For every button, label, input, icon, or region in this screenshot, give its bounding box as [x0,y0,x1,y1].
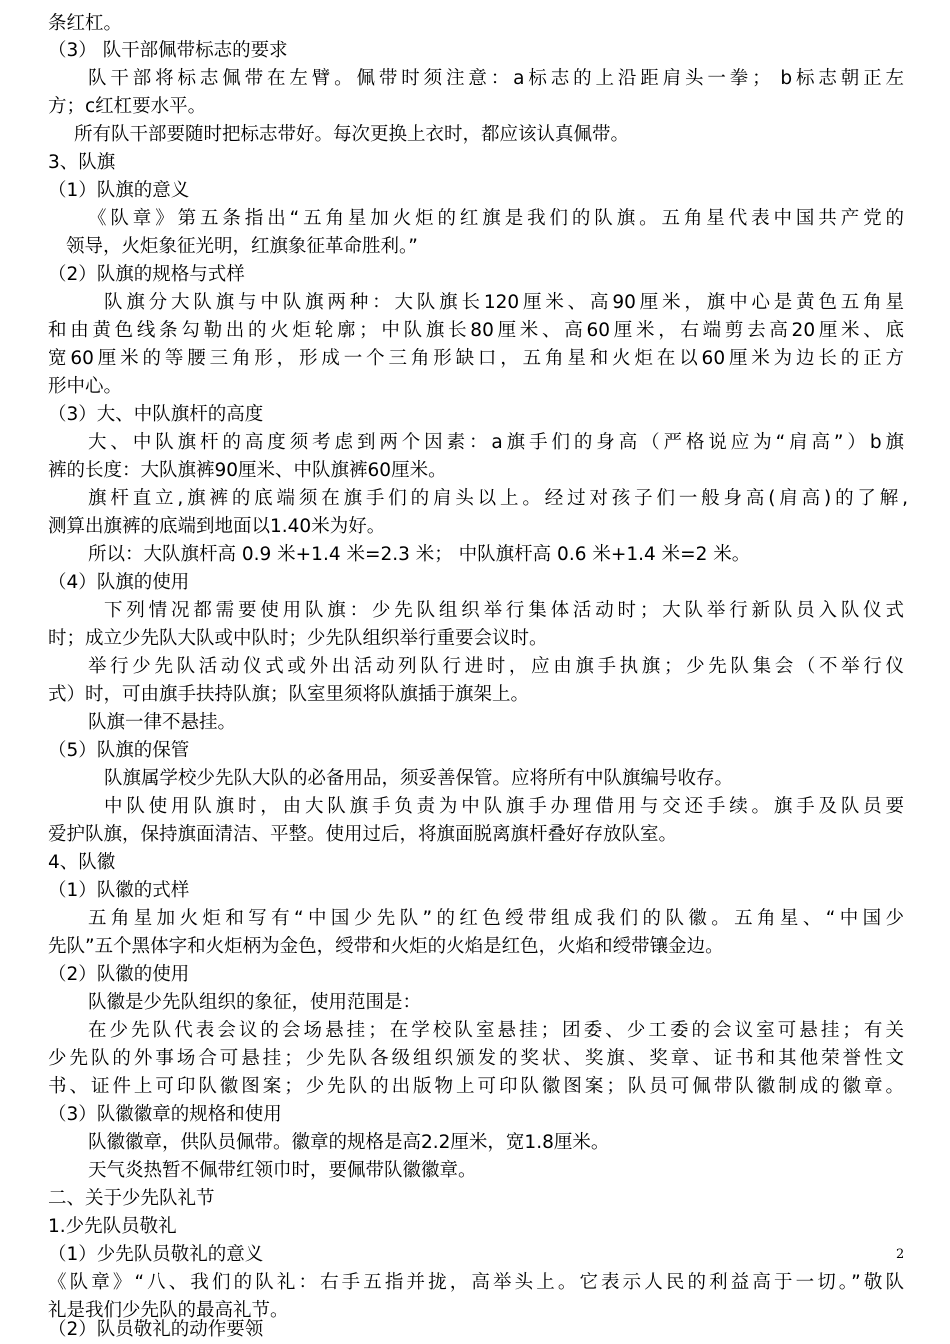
paragraph-line: 所有队干部要随时把标志带好。每次更换上衣时，都应该认真佩带。 [74,124,630,145]
paragraph-line: 队徽徽章，供队员佩带。徽章的规格是高2.2厘米，宽1.8厘米。 [88,1132,610,1153]
section-heading: （5）队旗的保管 [48,740,190,761]
paragraph-line: 中队使用队旗时，由大队旗手负责为中队旗手办理借用与交还手续。旗手及队员要 [104,796,904,817]
paragraph-line: 测算出旗裤的底端到地面以1.40米为好。 [48,516,386,537]
paragraph-line: 举行少先队活动仪式或外出活动列队行进时，应由旗手执旗；少先队集会（不举行仪 [88,656,904,677]
section-heading: （1）少先队员敬礼的意义 [48,1244,264,1265]
paragraph-line: 所以：大队旗杆高 0.9 米+1.4 米=2.3 米； 中队旗杆高 0.6 米+1.4 米=2 米。 [88,544,751,565]
paragraph-line: 宽60厘米的等腰三角形，形成一个三角形缺口，五角星和火炬在以60厘米为边长的正方 [48,348,904,369]
section-heading: 1.少先队员敬礼 [48,1216,177,1237]
section-heading: 二、关于少先队礼节 [48,1188,215,1209]
paragraph-line: 式）时，可由旗手扶持队旗；队室里须将队旗插于旗架上。 [48,684,530,705]
section-heading: （2）队徽的使用 [48,964,190,985]
paragraph-line: 旗杆直立,旗裤的底端须在旗手们的肩头以上。经过对孩子们一般身高(肩高)的了解, [88,488,908,509]
paragraph-line: 队旗一律不悬挂。 [88,712,237,733]
paragraph-line: 领导，火炬象征光明，红旗象征革命胜利。” [66,236,418,257]
paragraph-line: 时；成立少先队大队或中队时；少先队组织举行重要会议时。 [48,628,548,649]
paragraph-line: 在少先队代表会议的会场悬挂；在学校队室悬挂；团委、少工委的会议室可悬挂；有关 [88,1020,904,1041]
section-heading: （3）大、中队旗杆的高度 [48,404,264,425]
page-number: 2 [896,1247,905,1262]
paragraph-line: 《队章》第五条指出“五角星加火炬的红旗是我们的队旗。五角星代表中国共产党的 [88,208,904,229]
section-heading: （3）队徽徽章的规格和使用 [48,1104,282,1125]
paragraph-line: 形中心。 [48,376,123,397]
text-line: 条红杠。 [48,13,123,34]
paragraph-line: 天气炎热暂不佩带红领巾时，要佩带队徽徽章。 [88,1160,477,1181]
section-heading: （2）队旗的规格与式样 [48,264,245,285]
paragraph-line: 先队”五个黑体字和火炬柄为金色，绶带和火炬的火焰是红色，火焰和绶带镶金边。 [48,936,724,957]
paragraph-line: 爱护队旗，保持旗面清洁、平整。使用过后，将旗面脱离旗杆叠好存放队室。 [48,824,678,845]
paragraph-line: 下列情况都需要使用队旗：少先队组织举行集体活动时；大队举行新队员入队仪式 [104,600,904,621]
paragraph-line: 队干部将标志佩带在左臂。佩带时须注意：a标志的上沿距肩头一拳； b标志朝正左 [88,68,904,89]
paragraph-line: 裤的长度：大队旗裤90厘米、中队旗裤60厘米。 [48,460,447,481]
paragraph-line: 礼是我们少先队的最高礼节。 [48,1300,289,1321]
paragraph-line: 队旗属学校少先队大队的必备用品，须妥善保管。应将所有中队旗编号收存。 [104,768,734,789]
paragraph-line: 五角星加火炬和写有“中国少先队”的红色绶带组成我们的队徽。五角星、“中国少 [88,908,904,929]
paragraph-line: 队旗分大队旗与中队旗两种：大队旗长120厘米、高90厘米，旗中心是黄色五角星 [104,292,904,313]
paragraph-line: 队徽是少先队组织的象征，使用范围是： [88,992,422,1013]
paragraph-line: 大、中队旗杆的高度须考虑到两个因素：a旗手们的身高（严格说应为“肩高”）b旗 [88,432,904,453]
section-heading: （3） 队干部佩带标志的要求 [48,40,288,61]
section-heading: （4）队旗的使用 [48,572,190,593]
paragraph-line: 书、证件上可印队徽图案；少先队的出版物上可印队徽图案；队员可佩带队徽制成的徽章。 [48,1076,904,1097]
section-heading: （1）队旗的意义 [48,180,190,201]
paragraph-line: 少先队的外事场合可悬挂；少先队各级组织颁发的奖状、奖旗、奖章、证书和其他荣誉性文 [48,1048,904,1069]
section-heading: 3、队旗 [48,152,116,173]
section-heading: 4、队徽 [48,852,116,873]
section-heading: （1）队徽的式样 [48,880,190,901]
section-heading: （2）队员敬礼的动作要领 [48,1319,264,1340]
paragraph-line: 和由黄色线条勾勒出的火炬轮廓；中队旗长80厘米、高60厘米，右端剪去高20厘米、底 [48,320,904,341]
paragraph-line: 方；c红杠要水平。 [48,96,207,117]
paragraph-line: 《队章》“八、我们的队礼：右手五指并拢，高举头上。它表示人民的利益高于一切。”敬队 [48,1272,904,1293]
